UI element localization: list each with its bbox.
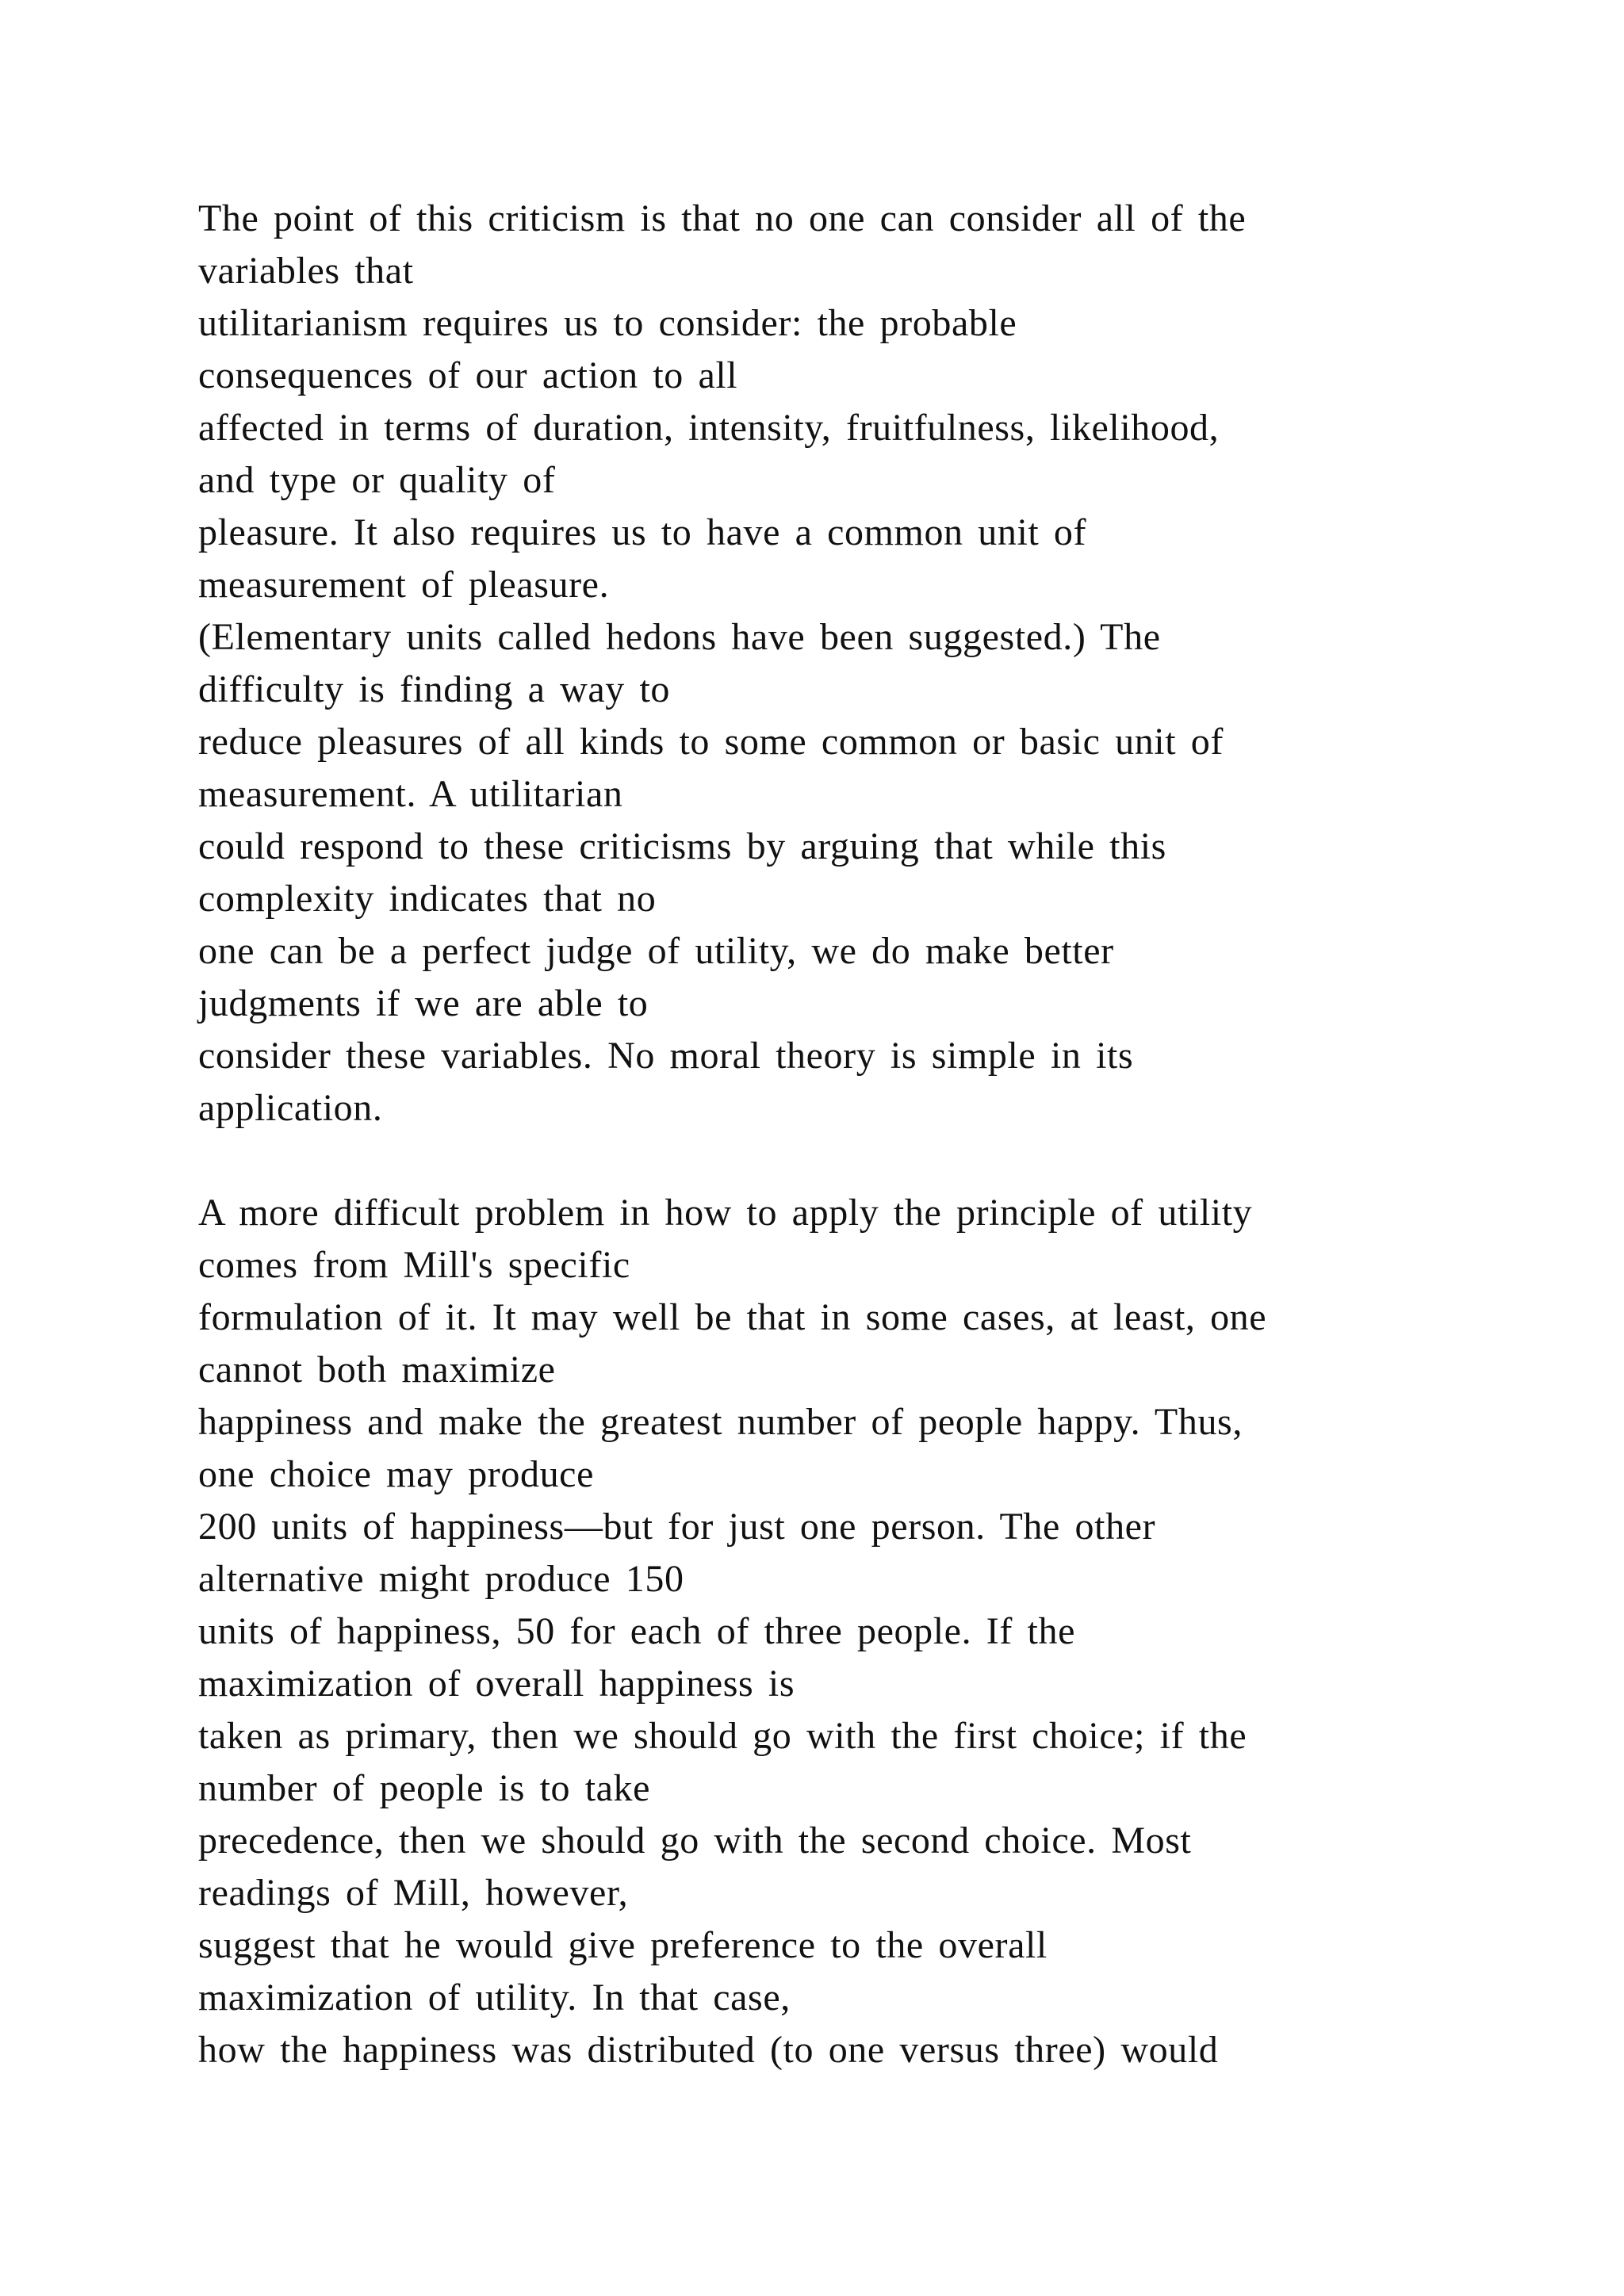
text-line: measurement. A utilitarian <box>198 773 623 815</box>
text-line: one can be a perfect judge of utility, we do make better <box>198 930 1114 972</box>
text-line: affected in terms of duration, intensity, fruitfulness, likelihood, <box>198 407 1220 449</box>
text-line: variables that <box>198 250 414 292</box>
text-line: number of people is to take <box>198 1767 651 1809</box>
text-line: (Elementary units called hedons have been suggested.) The <box>198 616 1161 658</box>
text-line: and type or quality of <box>198 459 556 501</box>
text-line: 200 units of happiness—but for just one person. The other <box>198 1506 1156 1548</box>
text-line: formulation of it. It may well be that in some cases, at least, one <box>198 1296 1267 1338</box>
text-line: application. <box>198 1087 383 1129</box>
text-line: cannot both maximize <box>198 1349 556 1391</box>
text-line: taken as primary, then we should go with the first choice; if the <box>198 1715 1247 1757</box>
paragraph-2 <box>198 1187 1499 2076</box>
text-line: readings of Mill, however, <box>198 1872 629 1914</box>
text-line: utilitarianism requires us to consider: the probable <box>198 302 1017 344</box>
text-line: consider these variables. No moral theory is simple in its <box>198 1035 1134 1077</box>
body-text <box>198 193 1499 2076</box>
paragraph-spacer <box>198 1135 1499 1187</box>
text-line: pleasure. It also requires us to have a common unit of <box>198 511 1087 553</box>
text-line: happiness and make the greatest number of people happy. Thus, <box>198 1401 1243 1443</box>
text-line: suggest that he would give preference to the overall <box>198 1924 1048 1966</box>
text-line: judgments if we are able to <box>198 982 649 1024</box>
text-line: how the happiness was distributed (to one versus three) would <box>198 2029 1219 2071</box>
text-line: reduce pleasures of all kinds to some common or basic unit of <box>198 721 1224 763</box>
text-line: maximization of utility. In that case, <box>198 1976 791 2019</box>
text-line: comes from Mill's specific <box>198 1244 630 1286</box>
text-line: A more difficult problem in how to apply the principle of utility <box>198 1192 1253 1234</box>
text-line: complexity indicates that no <box>198 878 657 920</box>
text-line: could respond to these criticisms by arguing that while this <box>198 825 1166 867</box>
text-line: maximization of overall happiness is <box>198 1663 795 1705</box>
text-line: units of happiness, 50 for each of three people. If the <box>198 1610 1075 1652</box>
text-line: one choice may produce <box>198 1453 594 1495</box>
text-line: consequences of our action to all <box>198 354 738 396</box>
text-line: difficulty is finding a way to <box>198 668 671 710</box>
text-line: measurement of pleasure. <box>198 564 610 606</box>
text-line: precedence, then we should go with the second choice. Most <box>198 1820 1192 1862</box>
paragraph-1 <box>198 193 1499 1135</box>
text-line: alternative might produce 150 <box>198 1558 684 1600</box>
text-line: The point of this criticism is that no one can consider all of the <box>198 197 1247 239</box>
